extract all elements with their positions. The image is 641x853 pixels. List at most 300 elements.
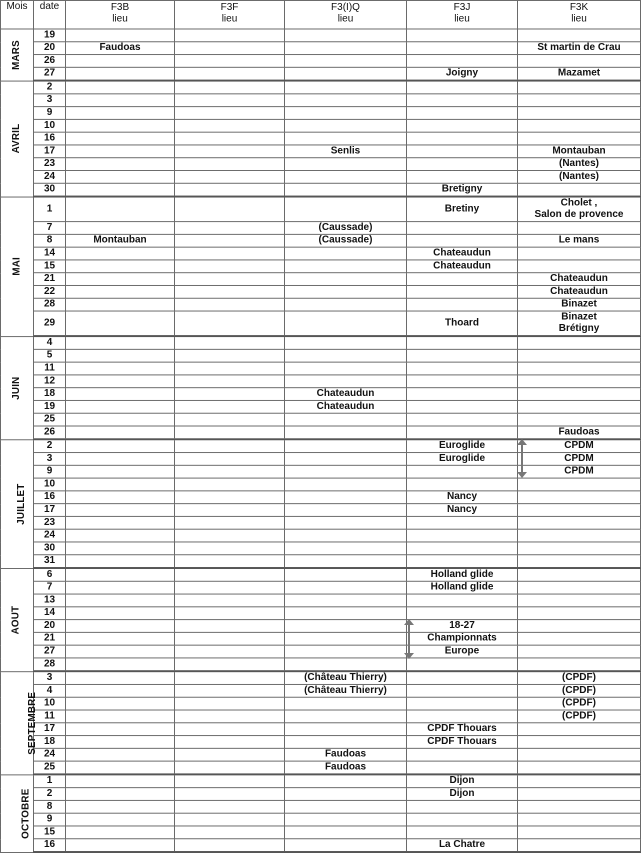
event-cell xyxy=(66,349,175,362)
event-cell xyxy=(175,183,285,196)
event-cell xyxy=(66,491,175,504)
date-row xyxy=(1,736,641,749)
month-name: MARS xyxy=(11,39,22,70)
event-cell xyxy=(66,774,175,787)
month-label-cell xyxy=(1,439,34,568)
event-cell xyxy=(66,542,175,555)
date-cell: 17 xyxy=(34,723,66,736)
date-cell: 7 xyxy=(34,222,66,235)
event-cell xyxy=(518,542,641,555)
event-cell xyxy=(175,247,285,260)
date-row xyxy=(1,658,641,671)
date-cell: 12 xyxy=(34,375,66,388)
event-cell xyxy=(285,311,407,336)
date-cell: 9 xyxy=(34,465,66,478)
date-row xyxy=(1,620,641,633)
event-cell: CPDM xyxy=(518,465,641,478)
date-cell: 18 xyxy=(34,736,66,749)
event-cell xyxy=(175,736,285,749)
event-cell xyxy=(66,55,175,68)
event-cell xyxy=(518,29,641,42)
month-name: OCTOBRE xyxy=(20,788,32,839)
event-cell: Euroglide xyxy=(407,453,518,466)
event-cell xyxy=(175,145,285,158)
event-cell xyxy=(285,645,407,658)
event-cell xyxy=(66,94,175,107)
date-row xyxy=(1,107,641,120)
event-cell xyxy=(175,620,285,633)
event-cell xyxy=(66,311,175,336)
month-label-cell xyxy=(1,671,39,774)
event-cell xyxy=(285,171,407,184)
event-cell xyxy=(175,684,285,697)
event-cell: CPDM xyxy=(518,453,641,466)
event-cell xyxy=(518,132,641,145)
event-cell xyxy=(285,529,407,542)
header-sub: lieu xyxy=(571,13,587,25)
event-cell: La Chatre xyxy=(407,839,518,852)
event-cell xyxy=(66,671,175,684)
date-cell: 31 xyxy=(34,555,66,568)
event-cell xyxy=(407,298,518,311)
event-cell xyxy=(518,504,641,517)
header-code: F3K xyxy=(569,1,589,13)
date-row xyxy=(1,247,641,260)
event-cell: Dijon xyxy=(407,774,518,787)
event-cell xyxy=(285,478,407,491)
event-cell xyxy=(285,426,407,439)
month-label-cell xyxy=(1,336,34,439)
event-cell xyxy=(518,349,641,362)
event-cell xyxy=(175,555,285,568)
event-cell xyxy=(285,568,407,581)
date-row xyxy=(1,29,641,42)
event-cell: (Château Thierry) xyxy=(285,684,407,697)
event-cell xyxy=(407,375,518,388)
date-cell: 26 xyxy=(34,55,66,68)
header-code: F3(I)Q xyxy=(331,1,360,13)
date-row xyxy=(1,478,641,491)
event-cell: Chateaudun xyxy=(518,285,641,298)
event-cell xyxy=(175,426,285,439)
event-cell xyxy=(175,311,285,336)
date-cell: 2 xyxy=(34,439,66,452)
date-row xyxy=(1,400,641,413)
date-row xyxy=(1,774,641,787)
event-cell xyxy=(175,132,285,145)
event-cell: (Nantes) xyxy=(518,158,641,171)
event-cell xyxy=(285,183,407,196)
event-cell xyxy=(407,800,518,813)
event-cell: (CPDF) xyxy=(518,697,641,710)
date-row xyxy=(1,542,641,555)
event-cell: St martin de Crau xyxy=(518,42,641,55)
date-cell: 17 xyxy=(34,504,66,517)
event-cell xyxy=(66,555,175,568)
event-cell: Dijon xyxy=(407,788,518,801)
event-cell xyxy=(66,197,175,222)
date-cell: 5 xyxy=(34,349,66,362)
event-cell xyxy=(518,94,641,107)
event-cell xyxy=(66,285,175,298)
event-cell xyxy=(175,362,285,375)
event-cell: Chateaudun xyxy=(518,273,641,286)
event-cell: Faudoas xyxy=(285,748,407,761)
date-row xyxy=(1,145,641,158)
event-cell xyxy=(175,42,285,55)
calendar-body xyxy=(1,29,641,852)
header-code: F3B xyxy=(110,1,130,13)
event-cell xyxy=(518,119,641,132)
date-cell: 16 xyxy=(34,839,66,852)
header-sub: lieu xyxy=(112,13,128,25)
event-cell xyxy=(285,81,407,94)
event-cell xyxy=(285,800,407,813)
event-cell xyxy=(66,761,175,774)
event-cell xyxy=(285,298,407,311)
event-cell xyxy=(518,55,641,68)
event-cell: Mazamet xyxy=(518,67,641,80)
event-cell xyxy=(66,465,175,478)
event-cell xyxy=(175,529,285,542)
event-cell: Chateaudun xyxy=(407,260,518,273)
event-cell xyxy=(175,400,285,413)
date-row xyxy=(1,285,641,298)
date-row xyxy=(1,42,641,55)
date-row xyxy=(1,55,641,68)
date-cell: 4 xyxy=(34,684,66,697)
event-cell xyxy=(175,723,285,736)
event-cell xyxy=(518,723,641,736)
header-f3k xyxy=(518,0,641,28)
event-cell xyxy=(175,439,285,452)
event-cell xyxy=(175,594,285,607)
date-cell: 6 xyxy=(34,568,66,581)
event-cell: Le mans xyxy=(518,234,641,247)
event-cell xyxy=(66,839,175,852)
date-row xyxy=(1,516,641,529)
date-row xyxy=(1,94,641,107)
event-cell xyxy=(407,697,518,710)
event-cell xyxy=(66,247,175,260)
event-cell xyxy=(66,107,175,120)
event-cell xyxy=(66,826,175,839)
date-row xyxy=(1,183,641,196)
event-cell xyxy=(407,107,518,120)
event-cell xyxy=(66,426,175,439)
event-cell xyxy=(407,336,518,349)
event-cell xyxy=(518,362,641,375)
event-cell xyxy=(518,529,641,542)
event-cell xyxy=(66,607,175,620)
event-cell xyxy=(66,400,175,413)
event-cell xyxy=(285,94,407,107)
date-row xyxy=(1,171,641,184)
event-cell: CPDM xyxy=(518,439,641,452)
date-row xyxy=(1,800,641,813)
date-cell: 23 xyxy=(34,158,66,171)
event-cell xyxy=(407,119,518,132)
month-name: JUIN xyxy=(11,376,22,400)
date-row xyxy=(1,504,641,517)
date-cell: 15 xyxy=(34,260,66,273)
month-name: JUILLET xyxy=(15,483,27,525)
event-cell xyxy=(66,273,175,286)
event-cell xyxy=(175,516,285,529)
event-cell xyxy=(175,107,285,120)
event-cell: CPDF Thouars xyxy=(407,736,518,749)
header-code: F3J xyxy=(453,1,471,13)
date-cell: 4 xyxy=(34,336,66,349)
date-cell: 20 xyxy=(34,620,66,633)
date-cell: 3 xyxy=(34,94,66,107)
date-cell: 19 xyxy=(34,400,66,413)
month-name: MAI xyxy=(11,257,22,276)
event-cell xyxy=(285,697,407,710)
event-cell xyxy=(285,542,407,555)
date-cell: 9 xyxy=(34,813,66,826)
event-cell xyxy=(285,607,407,620)
date-row xyxy=(1,81,641,94)
date-cell: 8 xyxy=(34,800,66,813)
event-cell: (CPDF) xyxy=(518,671,641,684)
date-row xyxy=(1,684,641,697)
date-row xyxy=(1,697,641,710)
event-cell xyxy=(407,81,518,94)
month-label-cell xyxy=(1,29,34,81)
event-cell: Montauban xyxy=(66,234,175,247)
event-cell: Euroglide xyxy=(407,439,518,452)
event-cell xyxy=(518,555,641,568)
event-cell: Thoard xyxy=(407,311,518,336)
date-row xyxy=(1,529,641,542)
event-cell: Faudoas xyxy=(285,761,407,774)
date-cell: 24 xyxy=(34,748,66,761)
date-row xyxy=(1,119,641,132)
date-row xyxy=(1,581,641,594)
event-cell xyxy=(66,362,175,375)
event-cell xyxy=(407,29,518,42)
event-cell xyxy=(518,107,641,120)
date-row xyxy=(1,568,641,581)
event-cell xyxy=(518,658,641,671)
event-cell xyxy=(66,29,175,42)
date-cell: 25 xyxy=(34,761,66,774)
event-cell xyxy=(407,349,518,362)
event-cell xyxy=(407,516,518,529)
event-line: Brétigny xyxy=(558,323,600,335)
event-cell xyxy=(407,529,518,542)
date-cell: 2 xyxy=(34,81,66,94)
event-cell xyxy=(518,183,641,196)
event-cell xyxy=(407,171,518,184)
event-cell: Europe xyxy=(407,645,518,658)
event-cell xyxy=(175,697,285,710)
month-label-cell xyxy=(1,568,34,671)
date-row xyxy=(1,632,641,645)
month-label-cell xyxy=(1,197,34,337)
date-cell: 16 xyxy=(34,132,66,145)
event-cell xyxy=(66,132,175,145)
date-row xyxy=(1,132,641,145)
event-cell xyxy=(66,594,175,607)
event-line: Cholet , xyxy=(560,197,598,209)
event-cell xyxy=(407,607,518,620)
event-cell xyxy=(175,813,285,826)
event-cell xyxy=(66,453,175,466)
event-cell xyxy=(175,710,285,723)
event-cell: Chateaudun xyxy=(285,388,407,401)
event-cell: Senlis xyxy=(285,145,407,158)
event-cell: Joigny xyxy=(407,67,518,80)
event-cell xyxy=(407,285,518,298)
event-cell xyxy=(407,132,518,145)
event-cell xyxy=(285,813,407,826)
event-cell xyxy=(518,568,641,581)
event-cell xyxy=(66,119,175,132)
event-cell xyxy=(407,413,518,426)
event-cell xyxy=(407,710,518,723)
date-cell: 30 xyxy=(34,542,66,555)
event-cell xyxy=(285,774,407,787)
event-cell xyxy=(407,145,518,158)
event-cell xyxy=(66,158,175,171)
event-cell xyxy=(175,388,285,401)
event-cell xyxy=(518,516,641,529)
date-cell: 25 xyxy=(34,413,66,426)
event-cell xyxy=(518,607,641,620)
date-cell: 27 xyxy=(34,645,66,658)
month-name: AOUT xyxy=(10,605,22,634)
event-cell xyxy=(407,94,518,107)
event-cell xyxy=(66,413,175,426)
event-cell: Faudoas xyxy=(518,426,641,439)
event-cell xyxy=(175,632,285,645)
event-cell: Faudoas xyxy=(66,42,175,55)
month-name: SEPTEMBRE xyxy=(27,691,39,755)
event-cell xyxy=(285,107,407,120)
date-cell: 1 xyxy=(34,774,66,787)
event-cell xyxy=(285,42,407,55)
date-row xyxy=(1,336,641,349)
event-cell: Montauban xyxy=(518,145,641,158)
event-cell xyxy=(175,478,285,491)
month-label-cell xyxy=(1,774,34,852)
event-cell xyxy=(175,29,285,42)
event-cell xyxy=(407,55,518,68)
event-cell: Bretigny xyxy=(407,183,518,196)
event-cell xyxy=(66,260,175,273)
event-cell xyxy=(285,839,407,852)
event-cell xyxy=(518,620,641,633)
date-cell: 10 xyxy=(34,478,66,491)
event-cell xyxy=(518,336,641,349)
date-row xyxy=(1,388,641,401)
event-cell xyxy=(518,388,641,401)
date-cell: 2 xyxy=(34,788,66,801)
date-cell: 3 xyxy=(34,671,66,684)
date-row xyxy=(1,839,641,852)
date-cell: 30 xyxy=(34,183,66,196)
event-cell xyxy=(175,94,285,107)
date-cell: 7 xyxy=(34,581,66,594)
date-cell: 24 xyxy=(34,171,66,184)
date-row xyxy=(1,826,641,839)
event-cell: Chateaudun xyxy=(407,247,518,260)
date-row xyxy=(1,375,641,388)
date-cell: 16 xyxy=(34,491,66,504)
event-cell xyxy=(285,158,407,171)
event-cell xyxy=(66,478,175,491)
event-cell xyxy=(518,736,641,749)
date-row xyxy=(1,413,641,426)
event-cell xyxy=(407,826,518,839)
event-cell xyxy=(518,260,641,273)
event-cell xyxy=(407,813,518,826)
date-cell: 3 xyxy=(34,453,66,466)
event-cell xyxy=(518,375,641,388)
month-name: AVRIL xyxy=(10,123,22,154)
event-cell xyxy=(285,362,407,375)
date-row xyxy=(1,298,641,311)
event-cell xyxy=(175,119,285,132)
event-cell xyxy=(407,362,518,375)
date-cell: 13 xyxy=(34,594,66,607)
event-cell xyxy=(285,491,407,504)
date-cell: 15 xyxy=(34,826,66,839)
event-cell xyxy=(175,55,285,68)
event-cell xyxy=(66,375,175,388)
date-row xyxy=(1,234,641,247)
event-cell xyxy=(66,504,175,517)
event-cell xyxy=(175,336,285,349)
event-cell xyxy=(407,388,518,401)
date-cell: 24 xyxy=(34,529,66,542)
event-cell xyxy=(175,788,285,801)
event-cell xyxy=(518,413,641,426)
event-cell xyxy=(66,697,175,710)
event-cell xyxy=(175,839,285,852)
event-cell xyxy=(175,581,285,594)
event-cell xyxy=(407,761,518,774)
date-row xyxy=(1,439,641,452)
date-row xyxy=(1,453,641,466)
event-cell xyxy=(285,710,407,723)
event-cell: 18-27 xyxy=(407,620,518,633)
event-cell xyxy=(175,645,285,658)
event-cell xyxy=(66,568,175,581)
event-cell: (Caussade) xyxy=(285,222,407,235)
double-headed-vertical-arrow-icon xyxy=(407,619,411,659)
event-cell xyxy=(518,400,641,413)
event-cell xyxy=(175,453,285,466)
event-cell xyxy=(518,594,641,607)
date-row xyxy=(1,273,641,286)
event-cell xyxy=(518,491,641,504)
date-row xyxy=(1,761,641,774)
event-cell xyxy=(66,145,175,158)
header-sub: lieu xyxy=(454,13,470,25)
header-f3iq xyxy=(285,0,407,28)
event-cell xyxy=(407,748,518,761)
event-cell xyxy=(66,581,175,594)
event-cell xyxy=(518,81,641,94)
event-cell xyxy=(66,788,175,801)
date-row xyxy=(1,260,641,273)
event-cell xyxy=(175,67,285,80)
header-row xyxy=(1,0,641,28)
event-cell xyxy=(175,761,285,774)
